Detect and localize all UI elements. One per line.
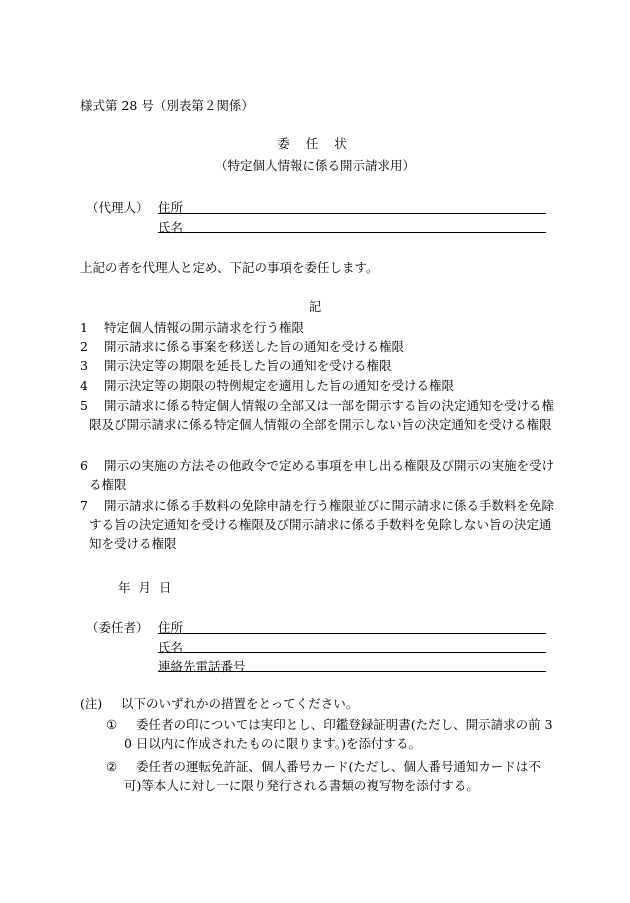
item-text: 開示の実施の方法その他政令で定める事項を申し出る権限及び開示の実施を受ける権限 <box>89 458 555 492</box>
principal-phone-label: 連絡先電話番号 <box>158 659 246 674</box>
document-title: 委 任 状 <box>277 136 353 151</box>
note-item <box>106 757 555 795</box>
agent-label: （代理人） <box>86 200 149 215</box>
list-item <box>80 356 555 375</box>
note-mark: ① <box>106 717 118 732</box>
item-number: 1 <box>80 320 88 335</box>
agent-address-label: 住所 <box>158 200 184 215</box>
item-text: 開示請求に係る事案を移送した旨の通知を受ける権限 <box>104 339 405 354</box>
principal-address-line <box>158 633 546 634</box>
note-label: (注) <box>80 696 103 711</box>
list-item <box>80 318 555 337</box>
principal-phone-line <box>158 671 546 672</box>
item-text: 開示請求に係る特定個人情報の全部又は一部を開示する旨の決定通知を受ける権限及び開示請求に係る特定個人情報の全部を開示しない旨の決定通知を受ける権限 <box>89 398 555 432</box>
note-text: 委任者の印については実印とし、印鑑登録証明書(ただし、開示請求の前 30 日以内に作成されたものに限ります。)を添付する。 <box>124 717 553 751</box>
item-text: 開示決定等の期限を延長した旨の通知を受ける権限 <box>104 358 392 373</box>
note-mark: ② <box>106 759 118 774</box>
document-subtitle: （特定個人情報に係る開示請求用） <box>214 158 415 173</box>
principal-name-line <box>158 652 546 653</box>
note-item <box>106 715 555 753</box>
list-item <box>80 396 555 434</box>
item-number: 6 <box>80 458 88 473</box>
note-text: 委任者の運転免許証、個人番号カード(ただし、個人番号通知カードは不可)等本人に対し一に限り発行される書類の複写物を添付する。 <box>124 759 541 793</box>
list-item <box>80 376 555 395</box>
agent-name-line <box>158 232 546 233</box>
list-item <box>80 496 555 553</box>
agent-address-line <box>158 213 546 214</box>
form-number: 様式第 28 号（別表第２関係） <box>80 98 254 113</box>
principal-label: （委任者） <box>86 620 149 635</box>
list-item <box>80 337 555 356</box>
item-text: 開示請求に係る手数料の免除申請を行う権限並びに開示請求に係る手数料を免除する旨の決定通知を受ける権限及び開示請求に係る手数料を免除しない旨の決定通知を受ける権限 <box>89 498 555 551</box>
item-number: 5 <box>80 398 88 413</box>
intro-text: 上記の者を代理人と定め、下記の事項を委任します。 <box>80 260 379 275</box>
ki-heading: 記 <box>308 299 322 314</box>
item-text: 開示決定等の期限の特例規定を適用した旨の通知を受ける権限 <box>104 378 455 393</box>
agent-name-label: 氏名 <box>158 220 184 235</box>
date-line: 年 月 日 <box>118 580 174 595</box>
list-item <box>80 456 555 494</box>
item-number: 2 <box>80 339 88 354</box>
item-number: 3 <box>80 358 88 373</box>
note-intro: 以下のいずれかの措置をとってください。 <box>121 696 359 711</box>
item-text: 特定個人情報の開示請求を行う権限 <box>104 320 305 335</box>
principal-name-label: 氏名 <box>158 640 184 655</box>
item-number: 7 <box>80 498 88 513</box>
principal-address-label: 住所 <box>158 620 184 635</box>
item-number: 4 <box>80 378 88 393</box>
